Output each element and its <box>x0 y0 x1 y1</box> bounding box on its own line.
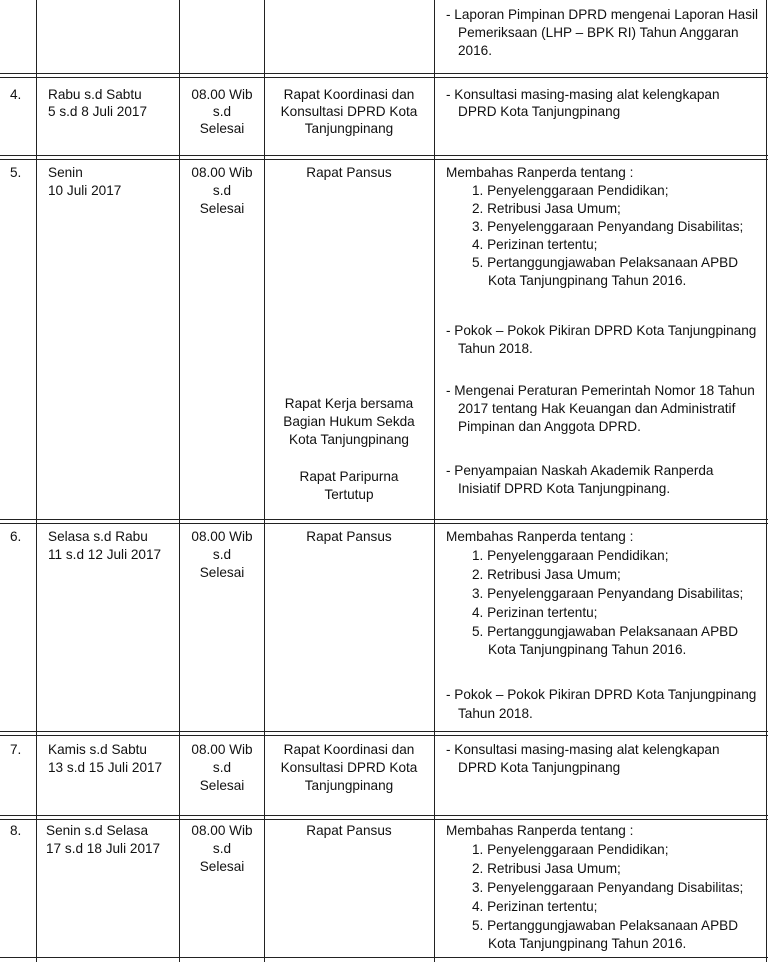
time-sep: s.d <box>212 183 232 198</box>
time-end: Selesai <box>199 201 245 216</box>
note-line: - Pokok – Pokok Pikiran DPRD Kota Tanjungpinang <box>446 687 757 702</box>
list-item: 2. Retribusi Jasa Umum; <box>472 201 621 216</box>
list-item: 1. Penyelenggaraan Pendidikan; <box>472 842 669 857</box>
row-border <box>0 73 768 74</box>
list-item: 5. Pertanggungjawaban Pelaksanaan APBD <box>472 918 739 933</box>
note-line: Inisiatif DPRD Kota Tanjungpinang. <box>458 481 671 496</box>
column-border <box>434 0 435 962</box>
list-item: 3. Penyelenggaraan Penyandang Disabilitas; <box>472 586 744 601</box>
note-line: 2016. <box>458 43 493 58</box>
row-number: 6. <box>10 529 22 544</box>
time-sep: s.d <box>212 104 232 119</box>
row-border <box>0 523 768 524</box>
note-line: - Penyampaian Naskah Akademik Ranperda <box>446 463 714 478</box>
discussion-lead: Membahas Ranperda tentang : <box>446 165 634 180</box>
row-border <box>0 155 768 156</box>
time-sep: s.d <box>212 841 232 856</box>
note-line: Tahun 2018. <box>458 341 533 356</box>
note-line: - Laporan Pimpinan DPRD mengenai Laporan Hasil <box>446 7 759 22</box>
time-sep: s.d <box>212 547 232 562</box>
time-end: Selesai <box>199 778 245 793</box>
activity-line: Tertutup <box>324 487 374 502</box>
date-range: 10 Juli 2017 <box>48 183 122 198</box>
list-item: 2. Retribusi Jasa Umum; <box>472 861 621 876</box>
time-start: 08.00 Wib <box>191 165 253 180</box>
row-number: 4. <box>10 87 22 102</box>
note-line: - Pokok – Pokok Pikiran DPRD Kota Tanjungpinang <box>446 323 757 338</box>
time-start: 08.00 Wib <box>191 529 253 544</box>
time-end: Selesai <box>199 565 245 580</box>
time-sep: s.d <box>212 760 232 775</box>
note-line: - Mengenai Peraturan Pemerintah Nomor 18 Tahun <box>446 383 755 398</box>
column-border <box>36 0 37 962</box>
list-item: Kota Tanjungpinang Tahun 2016. <box>488 273 687 288</box>
note-line: DPRD Kota Tanjungpinang <box>458 104 621 119</box>
row-border <box>0 815 768 816</box>
note-line: - Konsultasi masing-masing alat kelengkapan <box>446 742 720 757</box>
note-line: - Konsultasi masing-masing alat kelengkapan <box>446 87 720 102</box>
activity-line: Rapat Pansus <box>306 165 392 180</box>
list-item: 4. Perizinan tertentu; <box>472 237 598 252</box>
list-item: 1. Penyelenggaraan Pendidikan; <box>472 183 669 198</box>
note-line: Pemeriksaan (LHP – BPK RI) Tahun Anggaran <box>458 25 739 40</box>
activity-line: Bagian Hukum Sekda <box>283 414 415 429</box>
list-item: 1. Penyelenggaraan Pendidikan; <box>472 548 669 563</box>
list-item: 3. Penyelenggaraan Penyandang Disabilitas; <box>472 219 744 234</box>
list-item: 4. Perizinan tertentu; <box>472 899 598 914</box>
date-range: 5 s.d 8 Juli 2017 <box>48 104 147 119</box>
activity-line: Rapat Koordinasi dan <box>283 87 415 102</box>
list-item: 3. Penyelenggaraan Penyandang Disabilitas; <box>472 880 744 895</box>
discussion-lead: Membahas Ranperda tentang : <box>446 823 634 838</box>
note-line: Tahun 2018. <box>458 706 533 721</box>
date-range: 11 s.d 12 Juli 2017 <box>48 547 162 562</box>
activity-line: Tanjungpinang <box>304 121 394 136</box>
list-item: Kota Tanjungpinang Tahun 2016. <box>488 936 687 951</box>
row-border <box>0 957 768 958</box>
time-end: Selesai <box>199 859 245 874</box>
row-border <box>0 519 768 520</box>
row-border <box>0 159 768 160</box>
activity-line: Rapat Kerja bersama <box>284 396 414 411</box>
time-start: 08.00 Wib <box>191 87 253 102</box>
activity-line: Rapat Koordinasi dan <box>283 742 415 757</box>
list-item: 4. Perizinan tertentu; <box>472 605 598 620</box>
day-range: Kamis s.d Sabtu <box>48 742 147 757</box>
day-range: Rabu s.d Sabtu <box>48 87 142 102</box>
row-number: 8. <box>10 823 22 838</box>
activity-line: Rapat Pansus <box>306 823 392 838</box>
column-border <box>179 0 180 962</box>
day-range: Selasa s.d Rabu <box>48 529 148 544</box>
row-border <box>0 731 768 732</box>
time-start: 08.00 Wib <box>191 823 253 838</box>
activity-line: Rapat Paripurna <box>299 469 399 484</box>
row-number: 5. <box>10 165 22 180</box>
day-range: Senin s.d Selasa <box>46 823 149 838</box>
time-end: Selesai <box>199 121 245 136</box>
list-item: 5. Pertanggungjawaban Pelaksanaan APBD <box>472 624 739 639</box>
row-number: 7. <box>10 742 22 757</box>
activity-line: Konsultasi DPRD Kota <box>280 760 418 775</box>
day-range: Senin <box>48 165 83 180</box>
time-start: 08.00 Wib <box>191 742 253 757</box>
row-border <box>0 819 768 820</box>
activity-line: Kota Tanjungpinang <box>289 432 409 447</box>
list-item: Kota Tanjungpinang Tahun 2016. <box>488 642 687 657</box>
list-item: 2. Retribusi Jasa Umum; <box>472 567 621 582</box>
activity-line: Konsultasi DPRD Kota <box>280 104 418 119</box>
row-border <box>0 77 768 78</box>
activity-line: Tanjungpinang <box>304 778 394 793</box>
discussion-lead: Membahas Ranperda tentang : <box>446 529 634 544</box>
column-border <box>766 0 767 962</box>
note-line: DPRD Kota Tanjungpinang <box>458 760 621 775</box>
date-range: 17 s.d 18 Juli 2017 <box>46 841 161 856</box>
note-line: 2017 tentang Hak Keuangan dan Administratif <box>458 401 736 416</box>
row-border <box>0 735 768 736</box>
activity-line: Rapat Pansus <box>306 529 392 544</box>
note-line: Pimpinan dan Anggota DPRD. <box>458 419 641 434</box>
list-item: 5. Pertanggungjawaban Pelaksanaan APBD <box>472 255 739 270</box>
date-range: 13 s.d 15 Juli 2017 <box>48 760 163 775</box>
